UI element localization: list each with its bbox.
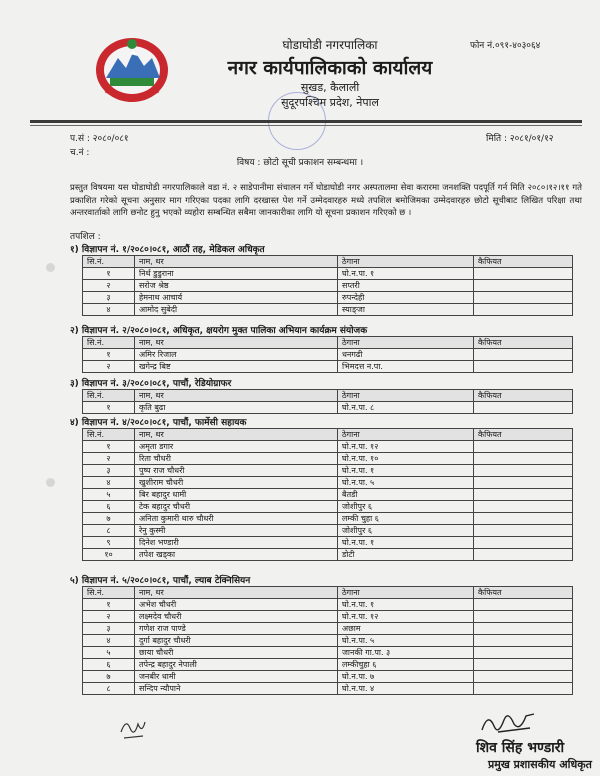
address-cell: घो.न.पा. ५	[338, 477, 474, 489]
dispatch-number: च.नं :	[70, 148, 90, 158]
table-row	[83, 537, 573, 549]
details-label: तपशिल :	[70, 232, 101, 242]
address-cell: घो.न.पा. १	[338, 537, 474, 549]
address-cell: जानकी गा.पा. ३	[338, 647, 474, 659]
serial-cell: ४	[83, 477, 135, 489]
table-row	[83, 513, 573, 525]
address-cell: जोशीपुर ६	[338, 525, 474, 537]
serial-cell: २	[83, 453, 135, 465]
column-header: सि.नं.	[83, 337, 135, 349]
table-header-row	[83, 587, 573, 599]
body-paragraph: प्रस्तुत विषयमा यस घोडाघोडी नगरपालिकाले वडा नं. २ साडेपानीमा संचालन गर्ने घोडाघोडी नगर अस्पतालमा सेवा करारमा जनशक्ति पदपूर्ति गर्न मिति २०८०।१२।११ गते प्रकाशित गरेको सूचना अनुसार माग गरिएका पदका लागि दरखास्त पेश गर्ने उम्मेदवारहरु मध्ये तपशिल बमोजिमका उम्मेदवारहरु छोटो सूचीबाट लिखित परिक्षा तथा अन्तरवार्ताको लागि छनोट हुनु भएको व्यहोरा सम्बन्धित सबैमा जानकारीका लागि यो सूचना प्रकाशन गरिएको छ ।	[70, 183, 582, 218]
address-line-1: सुखड, कैलाली	[300, 81, 360, 94]
column-header: सि.नं.	[83, 429, 135, 441]
name-cell: दिनेश भण्डारी	[135, 537, 338, 549]
name-cell: टेक बहादुर चौधरी	[135, 501, 338, 513]
table-row	[83, 280, 573, 292]
remarks-cell	[474, 489, 573, 501]
section-title: ४) विज्ञापन नं. ४/२०८०।०८१, पाचौं, फार्मेसी सहायक	[70, 418, 247, 428]
table-header-row	[83, 256, 573, 268]
column-header: ठेगाना	[338, 256, 474, 268]
remarks-cell	[474, 659, 573, 671]
shortlist-table	[82, 428, 573, 561]
column-header: ठेगाना	[338, 429, 474, 441]
table-row	[83, 611, 573, 623]
serial-cell: ३	[83, 292, 135, 304]
table-header-row	[83, 390, 573, 402]
column-header: नाम, थर	[135, 337, 338, 349]
name-cell: अभेश चौधरी	[135, 599, 338, 611]
address-cell: लम्कीचुहा ६	[338, 659, 474, 671]
remarks-cell	[474, 599, 573, 611]
serial-cell: १	[83, 441, 135, 453]
serial-cell: ३	[83, 465, 135, 477]
subject-line: विषय : छोटो सूची प्रकाशन सम्बन्धमा ।	[236, 158, 364, 168]
table-row	[83, 477, 573, 489]
serial-cell: २	[83, 361, 135, 373]
shortlist-table	[82, 255, 573, 316]
name-cell: निर्थ डुडुराना	[135, 268, 338, 280]
remarks-cell	[474, 477, 573, 489]
name-cell: सरोज श्रेष्ठ	[135, 280, 338, 292]
remarks-cell	[474, 304, 573, 316]
remarks-cell	[474, 671, 573, 683]
serial-cell: ६	[83, 501, 135, 513]
signatory-name: शिव सिंह भण्डारी	[476, 740, 565, 756]
table-row	[83, 549, 573, 561]
column-header: नाम, थर	[135, 390, 338, 402]
remarks-cell	[474, 292, 573, 304]
section-title: १) विज्ञापन नं. १/२०८०।०८१, आठौं तह, मेडिकल अधिकृत	[70, 245, 265, 255]
remarks-cell	[474, 441, 573, 453]
table-row	[83, 453, 573, 465]
name-cell: अनिता कुमारी थारु चौधरी	[135, 513, 338, 525]
column-header: कैफियत	[474, 256, 573, 268]
name-cell: पुष्प राज चौधरी	[135, 465, 338, 477]
table-row	[83, 361, 573, 373]
address-cell: स्याङ्जा	[338, 304, 474, 316]
column-header: नाम, थर	[135, 429, 338, 441]
table-row	[83, 671, 573, 683]
serial-cell: २	[83, 280, 135, 292]
table-row	[83, 683, 573, 695]
section-title: ५) विज्ञापन नं. ५/२०८०।०८१, पाचौं, ल्याब टेक्निसियन	[70, 576, 251, 586]
name-cell: हेमनाथ आचार्य	[135, 292, 338, 304]
remarks-cell	[474, 647, 573, 659]
remarks-cell	[474, 611, 573, 623]
column-header: नाम, थर	[135, 587, 338, 599]
office-title: नगर कार्यपालिकाको कार्यालय	[227, 57, 433, 79]
section-title: ३) विज्ञापन नं. ३/२०८०।०८१, पाचौं, रेडियोग्राफर	[70, 379, 232, 389]
table-row	[83, 635, 573, 647]
serial-cell: ९	[83, 537, 135, 549]
table-header-row	[83, 337, 573, 349]
name-cell: रिता चौधरी	[135, 453, 338, 465]
address-cell: अछाम	[338, 623, 474, 635]
remarks-cell	[474, 525, 573, 537]
address-cell: जोशीपुर ६	[338, 501, 474, 513]
name-cell: गणेश राज पाण्डे	[135, 623, 338, 635]
address-cell: घो.न.पा. ५	[338, 635, 474, 647]
column-header: सि.नं.	[83, 587, 135, 599]
initial-signature-mark	[118, 714, 148, 742]
remarks-cell	[474, 513, 573, 525]
name-cell: खगेन्द्र बिष्ट	[135, 361, 338, 373]
serial-cell: २	[83, 611, 135, 623]
serial-cell: ७	[83, 671, 135, 683]
address-cell: घो.न.पा. ४	[338, 683, 474, 695]
address-cell: घो.न.पा. ७	[338, 671, 474, 683]
remarks-cell	[474, 280, 573, 292]
name-cell: दुर्गा बहादुर चौधरी	[135, 635, 338, 647]
name-cell: खुशीराम चौधरी	[135, 477, 338, 489]
punch-hole	[46, 263, 55, 272]
remarks-cell	[474, 268, 573, 280]
table-row	[83, 465, 573, 477]
table-row	[83, 489, 573, 501]
table-row	[83, 623, 573, 635]
table-row	[83, 441, 573, 453]
header-divider-thick	[30, 120, 582, 123]
column-header: नाम, थर	[135, 256, 338, 268]
address-cell: लम्की चुहा ६	[338, 513, 474, 525]
remarks-cell	[474, 537, 573, 549]
serial-cell: ७	[83, 513, 135, 525]
address-cell: घो.न.पा. ८	[338, 402, 474, 414]
remarks-cell	[474, 635, 573, 647]
remarks-cell	[474, 683, 573, 695]
serial-cell: १	[83, 599, 135, 611]
serial-cell: ३	[83, 623, 135, 635]
address-cell: घो.न.पा. १	[338, 465, 474, 477]
name-cell: बिर बहादुर धामी	[135, 489, 338, 501]
table-row	[83, 349, 573, 361]
punch-hole	[46, 478, 55, 487]
table-row	[83, 659, 573, 671]
remarks-cell	[474, 465, 573, 477]
serial-cell: ५	[83, 647, 135, 659]
remarks-cell	[474, 623, 573, 635]
officer-signature-mark	[478, 706, 538, 738]
nepal-government-emblem	[92, 32, 172, 104]
serial-cell: ६	[83, 659, 135, 671]
serial-cell: ५	[83, 489, 135, 501]
serial-cell: ४	[83, 304, 135, 316]
name-cell: तपेश खड्का	[135, 549, 338, 561]
name-cell: अमृता डगार	[135, 441, 338, 453]
column-header: कैफियत	[474, 337, 573, 349]
table-row	[83, 304, 573, 316]
table-row	[83, 525, 573, 537]
column-header: ठेगाना	[338, 337, 474, 349]
municipality-name: घोडाघोडी नगरपालिका	[282, 38, 378, 52]
remarks-cell	[474, 361, 573, 373]
address-cell: घो.न.पा. १०	[338, 453, 474, 465]
serial-cell: ४	[83, 635, 135, 647]
name-cell: आमोद सुबेदी	[135, 304, 338, 316]
serial-cell: ८	[83, 683, 135, 695]
remarks-cell	[474, 402, 573, 414]
address-cell: धनगढी	[338, 349, 474, 361]
address-cell: घो.न.पा. १२	[338, 441, 474, 453]
section-title: २) विज्ञापन नं. २/२०८०।०८१, अधिकृत, क्षयरोग मुक्त पालिका अभियान कार्यक्रम संयोजक	[70, 326, 368, 336]
column-header: कैफियत	[474, 429, 573, 441]
remarks-cell	[474, 453, 573, 465]
serial-cell: १	[83, 349, 135, 361]
table-header-row	[83, 429, 573, 441]
remarks-cell	[474, 349, 573, 361]
table-row	[83, 268, 573, 280]
name-cell: लक्ष्मदेव चौधरी	[135, 611, 338, 623]
table-row	[83, 292, 573, 304]
address-cell: घो.न.पा. १२	[338, 611, 474, 623]
serial-cell: १	[83, 402, 135, 414]
name-cell: सन्दिप न्यौपाने	[135, 683, 338, 695]
table-row	[83, 599, 573, 611]
remarks-cell	[474, 549, 573, 561]
signatory-title: प्रमुख प्रशासकीय अधिकृत	[488, 758, 592, 771]
column-header: सि.नं.	[83, 256, 135, 268]
table-row	[83, 647, 573, 659]
address-line-2: सुदूरपश्चिम प्रदेश, नेपाल	[281, 96, 379, 109]
name-cell: अमिर रिजाल	[135, 349, 338, 361]
name-cell: रेनु कुस्मी	[135, 525, 338, 537]
column-header: कैफियत	[474, 587, 573, 599]
letter-date: मिति : २०८१/०१/१२	[486, 134, 554, 144]
phone-number: फोन नं.०९१-४०३०६४	[470, 41, 541, 51]
letter-reference-number: प.सं : २०८०/०८१	[70, 134, 129, 144]
address-cell: बैतडी	[338, 489, 474, 501]
serial-cell: १	[83, 268, 135, 280]
name-cell: तपेन्द्र बहादुर नेपाली	[135, 659, 338, 671]
shortlist-table	[82, 389, 573, 414]
address-cell: सप्तरी	[338, 280, 474, 292]
name-cell: जनबीर धामी	[135, 671, 338, 683]
serial-cell: ८	[83, 525, 135, 537]
shortlist-table	[82, 586, 573, 695]
column-header: ठेगाना	[338, 587, 474, 599]
serial-cell: १०	[83, 549, 135, 561]
name-cell: छाया चौधरी	[135, 647, 338, 659]
address-cell: घो.न.पा. १	[338, 268, 474, 280]
table-row	[83, 501, 573, 513]
column-header: ठेगाना	[338, 390, 474, 402]
name-cell: कृति बुढा	[135, 402, 338, 414]
column-header: सि.नं.	[83, 390, 135, 402]
shortlist-table	[82, 336, 573, 373]
column-header: कैफियत	[474, 390, 573, 402]
header-divider-thin	[30, 125, 582, 126]
table-row	[83, 402, 573, 414]
address-cell: डोटी	[338, 549, 474, 561]
address-cell: रुपन्देही	[338, 292, 474, 304]
address-cell: भिमदत्त न.पा.	[338, 361, 474, 373]
address-cell: घो.न.पा. १	[338, 599, 474, 611]
remarks-cell	[474, 501, 573, 513]
